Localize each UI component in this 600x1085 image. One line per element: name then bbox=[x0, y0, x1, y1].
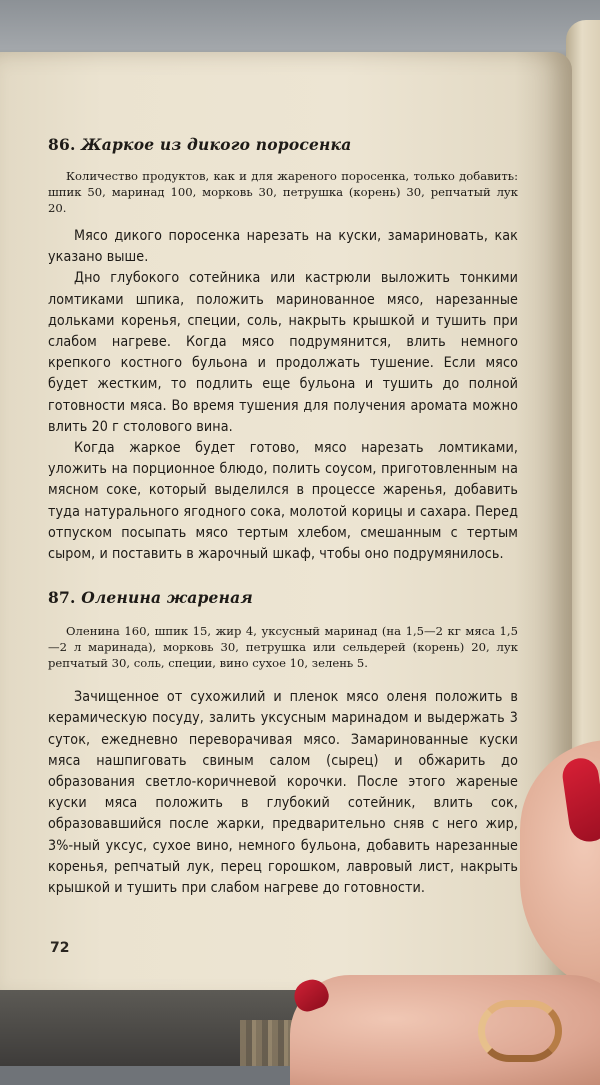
page-number: 72 bbox=[50, 940, 70, 956]
recipe-87-paragraph-1: Зачищенное от сухожилий и пленок мясо оленя положить в керамическую посуду, залить уксусным маринадом и выдержать 3 суток, ежедневно переворачивая мясо. Замаринованные куски мяса нашпиговать свиным салом (сырец) и обжарить до образования светло-коричневой корочки. После этого жареные куски мяса положить в глубокий сотейник, влить сок, образовавшийся после жарки, предварительно сняв с него жир, 3%-ный уксус, сухое вино, немного бульона, добавить нарезанные коренья, репчатый лук, перец горошком, лавровый лист, накрыть крышкой и тушить при слабом нагреве до готовности. bbox=[48, 689, 518, 897]
recipe-86-title bbox=[48, 134, 518, 156]
recipe-86-paragraph-2: Дно глубокого сотейника или кастрюли выложить тонкими ломтиками шпика, положить маринованное мясо, нарезанные дольками коренья, специи, соль, накрыть крышкой и тушить при слабом нагреве. Когда мясо подрумянится, влить немного крепкого костного бульона и продолжать тушение. Если мясо будет жестким, то подлить еще бульона и тушить до полной готовности мяса. Во время тушения для получения аромата можно влить 20 г столового вина. bbox=[48, 270, 518, 435]
recipe-87-number: 87. bbox=[48, 588, 76, 608]
recipe-86-paragraph-1: Мясо дикого поросенка нарезать на куски, замариновать, как указано выше. bbox=[48, 228, 518, 266]
recipe-87-title bbox=[48, 587, 518, 609]
recipe-87-ingredients: Оленина 160, шпик 15, жир 4, уксусный маринад (на 1,5—2 кг мяса 1,5—2 л маринада), морковь 30, петрушка или сельдерей (корень) 20, лук репчатый 30, соль, специи, вино сухое 10, зелень 5. bbox=[48, 624, 518, 671]
recipe-86-ingredients: Количество продуктов, как и для жареного поросенка, только добавить: шпик 50, маринад 100, морковь 30, петрушка (корень) 30, репчатый лук 20. bbox=[48, 169, 518, 215]
recipe-86-number: 86. bbox=[48, 135, 76, 154]
recipe-86-paragraph-3: Когда жаркое будет готово, мясо нарезать ломтиками, уложить на порционное блюдо, полить соусом, приготовленным на мясном соке, который выделился в процессе жаренья, добавить туда натурального ягодного сока, молотой корицы и сахара. Перед отпуском посыпать мясо тертым хлебом, смешанным с тертым сыром, и поставить в жарочный шкаф, чтобы оно подрумянилось. bbox=[48, 440, 518, 563]
recipe-86-name: Жаркое из дикого поросенка bbox=[81, 135, 352, 154]
recipe-87-name: Оленина жареная bbox=[81, 588, 253, 608]
page-text bbox=[48, 132, 518, 899]
gold-ring bbox=[478, 1000, 562, 1062]
